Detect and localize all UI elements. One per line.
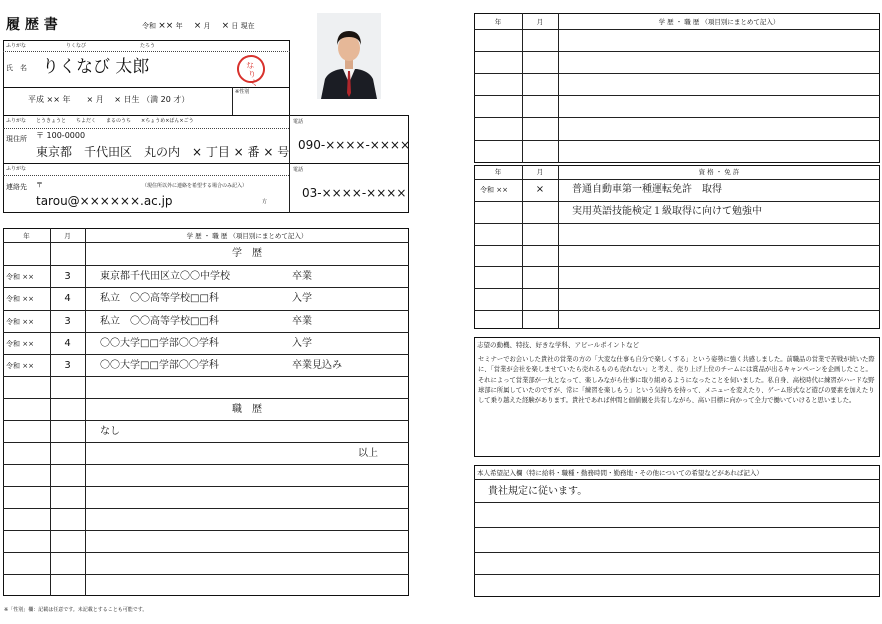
licenses-month-header: 月 xyxy=(536,168,544,176)
history-content-header: 学 歴 ・ 職 歴 （項目別にまとめて記入） xyxy=(186,232,308,240)
date-era: 令和 xyxy=(142,22,156,30)
address-label: 現住所 xyxy=(6,135,27,143)
phone-value: 090-××××-×××× xyxy=(298,138,411,152)
education-status: 入学 xyxy=(292,338,312,349)
name-value: りくなび 太郎 xyxy=(42,57,150,77)
education-text: 〇〇大学□□学部〇〇学科 xyxy=(100,360,219,371)
footnote: ※「性別」欄：記載は任意です。未記載とすることも可能です。 xyxy=(4,607,148,613)
person-photo-icon xyxy=(317,13,381,99)
motivation-body: セミナーでお会いした貴社の営業の方の「大変な仕事も自分で楽しくする」という姿勢に強く共感しました。前職品の営業で苦戦が続いた際に、「営業が会社を楽しませていたら売れるものも売れない」と考え、売り上げ上位のチームには賞品が出るキャンペーンを企画したこと。それによって営業部が一丸となって、楽しみながら仕事に取り組めるようになったことを伺いました。私自身、高校時代に練習がハードな野球部に所属していたのですが、常に「練習を楽しもう」という気持ちを持って、メニューを変えたり、ゲーム形式など遊びの要素を加えたりして乗り越えた経験があります。貴社であれば仲間と価値観を共有しながら、高い目標に向かって全力で働いていけると思いました。 xyxy=(478,356,875,405)
history-continued-content-header: 学 歴 ・ 職 歴 （項目別にまとめて記入） xyxy=(658,18,780,26)
education-era: 令和 ×× xyxy=(6,295,34,303)
wishes-title: 本人希望記入欄（特に給料・職種・勤務時間・勤務地・その他についての希望などがあれば記入） xyxy=(477,469,763,477)
education-status: 入学 xyxy=(292,293,312,304)
education-month: 4 xyxy=(64,293,71,304)
document-title: 履 歴 書 xyxy=(6,17,58,33)
history-year-header: 年 xyxy=(23,232,30,240)
photo xyxy=(317,13,381,99)
name-furigana-last: りくなび xyxy=(66,43,87,49)
contact-phone-value: 03-××××-×××× xyxy=(302,186,407,200)
history-end: 以上 xyxy=(358,448,378,459)
education-era: 令和 ×× xyxy=(6,362,34,370)
license-text: 普通自動車第一種運転免許 取得 xyxy=(572,184,722,195)
licenses-year-header: 年 xyxy=(494,168,502,176)
history-continued-year-header: 年 xyxy=(494,18,502,26)
education-status: 卒業 xyxy=(292,316,312,327)
education-text: 私立 〇〇高等学校□□科 xyxy=(100,293,219,304)
phone-label: 電話 xyxy=(293,119,304,125)
gender-label: ※性別 xyxy=(235,89,250,95)
education-month: 3 xyxy=(64,271,71,282)
address-postal: 〒 100-0000 xyxy=(36,131,86,140)
education-status: 卒業見込み xyxy=(292,360,342,371)
education-month: 3 xyxy=(64,360,71,371)
name-furigana-label: ふりがな xyxy=(6,43,27,49)
license-era: 令和 ×× xyxy=(480,186,508,194)
address-furigana: とうきょうと ちよだく まるのうち ×ちょうめ×ばん×ごう xyxy=(36,118,194,124)
date-month: × xyxy=(193,21,202,31)
date-year: ×× xyxy=(158,21,174,31)
license-month: × xyxy=(535,184,545,195)
birth-date: 平成 ×× 年 × 月 × 日生 （満 20 才） xyxy=(28,95,190,104)
contact-postal: 〒 xyxy=(36,181,43,189)
date-month-unit: 月 xyxy=(203,22,211,30)
education-month: 4 xyxy=(64,338,71,349)
contact-phone-label: 電話 xyxy=(293,167,304,173)
education-text: 私立 〇〇高等学校□□科 xyxy=(100,316,219,327)
contact-furigana-label: ふりがな xyxy=(6,166,27,172)
contact-suffix: 方 xyxy=(262,199,268,205)
education-text: 東京都千代田区立〇〇中学校 xyxy=(100,271,230,282)
education-title: 学 歴 xyxy=(232,248,262,259)
education-month: 3 xyxy=(64,316,71,327)
date-day: × xyxy=(221,21,230,31)
wishes-box xyxy=(474,465,880,597)
education-era: 令和 ×× xyxy=(6,318,34,326)
address-furigana-label: ふりがな xyxy=(6,118,27,124)
contact-note: （現住所以外に連絡を希望する場合のみ記入） xyxy=(142,183,248,189)
education-text: 〇〇大学□□学部〇〇学科 xyxy=(100,338,219,349)
date-year-unit: 年 xyxy=(175,22,183,30)
education-era: 令和 ×× xyxy=(6,340,34,348)
seal-text: なりく xyxy=(245,60,259,89)
date-line xyxy=(142,22,255,30)
work-none: なし xyxy=(100,426,120,437)
address-value: 東京都 千代田区 丸の内 × 丁目 × 番 × 号 xyxy=(36,145,290,159)
wishes-value: 貴社規定に従います。 xyxy=(488,486,588,497)
history-month-header: 月 xyxy=(64,232,71,240)
name-label: 氏 名 xyxy=(6,64,27,72)
licenses-content-header: 資 格 ・ 免 許 xyxy=(698,168,740,176)
motivation-title: 志望の動機、特技、好きな学科、アピールポイントなど xyxy=(477,341,640,349)
contact-value: tarou@××××××.ac.jp xyxy=(36,194,173,208)
name-furigana-first: たろう xyxy=(140,43,156,49)
history-continued-month-header: 月 xyxy=(536,18,544,26)
education-status: 卒業 xyxy=(292,271,312,282)
education-era: 令和 ×× xyxy=(6,273,34,281)
contact-label: 連絡先 xyxy=(6,183,27,191)
license-text: 実用英語技能検定１級取得に向けて勉強中 xyxy=(572,206,762,217)
work-title: 職 歴 xyxy=(232,404,262,415)
date-day-unit: 日 現在 xyxy=(231,22,255,30)
